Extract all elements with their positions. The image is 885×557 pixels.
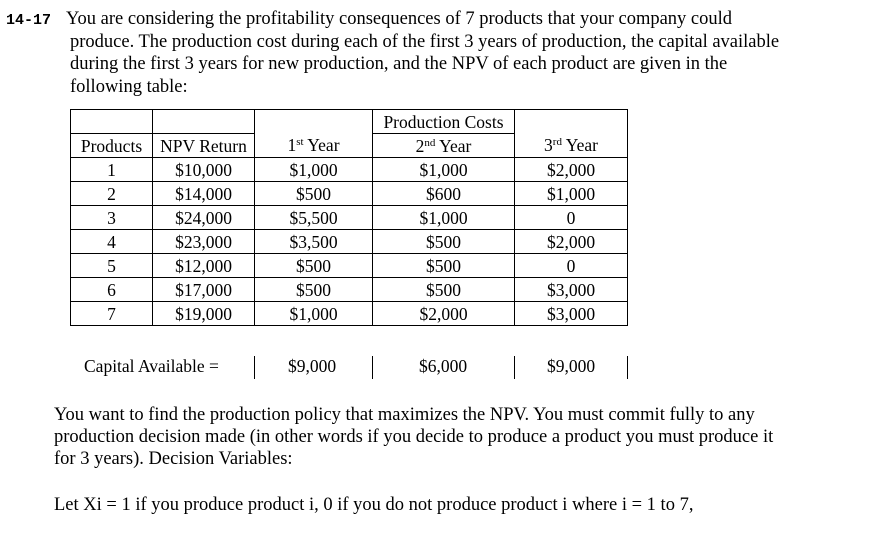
year3-cost-cell: $2,000 (515, 230, 628, 254)
year1-cost-cell: $1,000 (255, 302, 373, 326)
year3-cost-cell: $3,000 (515, 278, 628, 302)
decision-variable-definition: Let Xi = 1 if you produce product i, 0 if you do not produce product i where i = 1 to 7, (54, 495, 694, 515)
blank-cell (255, 110, 373, 134)
year3-cost-cell: $2,000 (515, 158, 628, 182)
intro-line: You are considering the profitability consequences of 7 products that your company could (66, 9, 733, 29)
capital-divider (514, 356, 515, 379)
capital-divider (627, 356, 628, 379)
year1-header: 1st Year (255, 134, 373, 158)
capital-available-label: Capital Available = (84, 356, 219, 376)
npv-cell: $23,000 (153, 230, 255, 254)
year2-header: 2nd Year (373, 134, 515, 158)
capital-divider (254, 356, 255, 379)
year2-cost-cell: $600 (373, 182, 515, 206)
intro-line: produce. The production cost during each of the first 3 years of production, the capital available (70, 31, 780, 52)
column-header-row (71, 134, 628, 158)
closing-line: production decision made (in other words if you decide to produce a product you must produce it (54, 427, 774, 447)
npv-cell: $19,000 (153, 302, 255, 326)
problem-number: 14-17 (6, 12, 52, 29)
product-cell: 3 (71, 206, 153, 230)
capital-divider (372, 356, 373, 379)
production-cost-table (70, 109, 628, 326)
table-row (71, 302, 628, 326)
year1-cost-cell: $500 (255, 278, 373, 302)
table-row (71, 206, 628, 230)
group-header-row (71, 110, 628, 134)
intro-line: during the first 3 years for new production, and the NPV of each product are given in the (70, 54, 728, 74)
npv-cell: $17,000 (153, 278, 255, 302)
year3-cost-cell: $3,000 (515, 302, 628, 326)
capital-year1: $9,000 (288, 356, 337, 376)
product-cell: 2 (71, 182, 153, 206)
closing-line: You want to find the production policy that maximizes the NPV. You must commit fully to any (54, 405, 755, 425)
npv-cell: $10,000 (153, 158, 255, 182)
year1-cost-cell: $1,000 (255, 158, 373, 182)
year1-cost-cell: $500 (255, 254, 373, 278)
year2-cost-cell: $500 (373, 278, 515, 302)
year1-cost-cell: $500 (255, 182, 373, 206)
product-cell: 4 (71, 230, 153, 254)
year2-cost-cell: $1,000 (373, 158, 515, 182)
npv-cell: $24,000 (153, 206, 255, 230)
product-cell: 5 (71, 254, 153, 278)
year2-cost-cell: $2,000 (373, 302, 515, 326)
year2-cost-cell: $500 (373, 254, 515, 278)
closing-paragraph (54, 404, 854, 470)
npv-cell: $12,000 (153, 254, 255, 278)
year3-cost-cell: 0 (515, 254, 628, 278)
products-header: Products (71, 134, 153, 158)
intro-line: following table: (70, 76, 188, 97)
problem-intro (66, 8, 870, 98)
blank-cell (153, 110, 255, 134)
year3-header: 3rd Year (515, 134, 628, 158)
capital-year2: $6,000 (419, 356, 468, 376)
product-cell: 1 (71, 158, 153, 182)
year2-cost-cell: $1,000 (373, 206, 515, 230)
year3-cost-cell: $1,000 (515, 182, 628, 206)
product-cell: 7 (71, 302, 153, 326)
blank-cell (71, 110, 153, 134)
year3-cost-cell: 0 (515, 206, 628, 230)
table-row (71, 182, 628, 206)
blank-cell (515, 110, 628, 134)
production-costs-header: Production Costs (373, 110, 515, 134)
year2-cost-cell: $500 (373, 230, 515, 254)
year1-cost-cell: $5,500 (255, 206, 373, 230)
table-row (71, 158, 628, 182)
npv-header: NPV Return (153, 134, 255, 158)
table-row (71, 230, 628, 254)
capital-year3: $9,000 (547, 356, 596, 376)
closing-line: for 3 years). Decision Variables: (54, 449, 293, 469)
table-row (71, 254, 628, 278)
table-row (71, 278, 628, 302)
product-cell: 6 (71, 278, 153, 302)
year1-cost-cell: $3,500 (255, 230, 373, 254)
npv-cell: $14,000 (153, 182, 255, 206)
